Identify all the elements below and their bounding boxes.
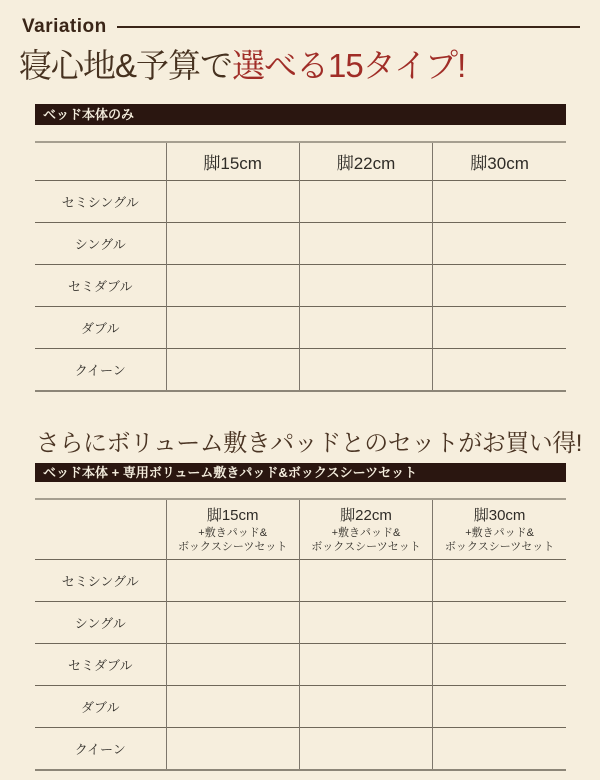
price-cell (299, 560, 432, 602)
table-row (35, 560, 566, 602)
corner-cell (35, 499, 166, 560)
table-row (35, 644, 566, 686)
price-cell (166, 728, 299, 771)
corner-cell (35, 142, 166, 181)
price-cell (433, 686, 566, 728)
price-cell (433, 644, 566, 686)
column-header-sub1: +敷きパッド& (198, 526, 268, 539)
table-row (35, 686, 566, 728)
row-header-queen: クイーン (74, 363, 126, 379)
table-row (35, 349, 566, 392)
table-row (35, 307, 566, 349)
column-header-leg22-set (299, 499, 432, 560)
row-header-queen: クイーン (74, 742, 126, 758)
row-header-double: ダブル (81, 321, 120, 337)
page-title (19, 48, 600, 84)
set-price-table (35, 498, 566, 771)
price-cell (166, 560, 299, 602)
variation-label: Variation (22, 16, 107, 37)
column-header-size: 脚22cm (340, 507, 392, 525)
price-cell (166, 644, 299, 686)
price-cell (433, 728, 566, 771)
price-cell (433, 265, 566, 307)
row-header-single: シングル (74, 237, 126, 253)
variation-header (0, 0, 600, 38)
column-header-size: 脚15cm (206, 507, 259, 525)
table-row (35, 223, 566, 265)
section-bar-bed-only: ベッド本体のみ (35, 104, 566, 125)
price-cell (433, 223, 566, 265)
column-header-size: 脚30cm (473, 507, 526, 525)
row-header-double: ダブル (81, 700, 120, 716)
column-header-sub2: ボックスシーツセット (444, 540, 555, 553)
page-title-highlight: 選べる15タイプ! (232, 47, 466, 84)
row-header-semi-single: セミシングル (61, 195, 139, 211)
price-cell (166, 349, 299, 392)
table-row (35, 602, 566, 644)
price-cell (299, 349, 432, 392)
variation-divider-line (117, 26, 580, 28)
table-row (35, 265, 566, 307)
table-header-row (35, 142, 566, 181)
column-header-leg30: 脚30cm (433, 142, 566, 181)
price-cell (166, 602, 299, 644)
row-header-single: シングル (74, 616, 126, 632)
column-header-leg15: 脚15cm (166, 142, 299, 181)
column-header-sub1: +敷きパッド& (465, 526, 534, 539)
row-header-semi-double: セミダブル (68, 658, 133, 674)
price-cell (299, 265, 432, 307)
price-cell (433, 307, 566, 349)
price-cell (299, 644, 432, 686)
price-cell (299, 686, 432, 728)
set-section-title: さらにボリューム敷きパッドとのセットがお買い得! (36, 430, 582, 458)
page-title-prefix: 寝心地&予算で (19, 47, 233, 84)
price-cell (166, 265, 299, 307)
price-cell (166, 307, 299, 349)
table-row (35, 181, 566, 223)
price-cell (299, 602, 432, 644)
price-cell (433, 349, 566, 392)
row-header-semi-single: セミシングル (61, 574, 139, 590)
bed-only-price-table (35, 141, 566, 392)
column-header-leg22: 脚22cm (299, 142, 432, 181)
price-cell (166, 686, 299, 728)
price-cell (166, 181, 299, 223)
table-row (35, 728, 566, 771)
price-cell (299, 181, 432, 223)
column-header-sub2: ボックスシーツセット (311, 540, 421, 553)
column-header-sub1: +敷きパッド& (331, 526, 401, 539)
price-cell (433, 560, 566, 602)
price-cell (299, 728, 432, 771)
price-cell (299, 307, 432, 349)
column-header-leg15-set (166, 499, 299, 560)
price-cell (166, 223, 299, 265)
column-header-leg30-set (433, 499, 566, 560)
column-header-sub2: ボックスシーツセット (177, 540, 288, 553)
price-cell (299, 223, 432, 265)
row-header-semi-double: セミダブル (68, 279, 133, 295)
table-header-row (35, 499, 566, 560)
price-cell (433, 181, 566, 223)
section-bar-set: ベッド本体 + 専用ボリューム敷きパッド&ボックスシーツセット (35, 463, 566, 482)
price-cell (433, 602, 566, 644)
